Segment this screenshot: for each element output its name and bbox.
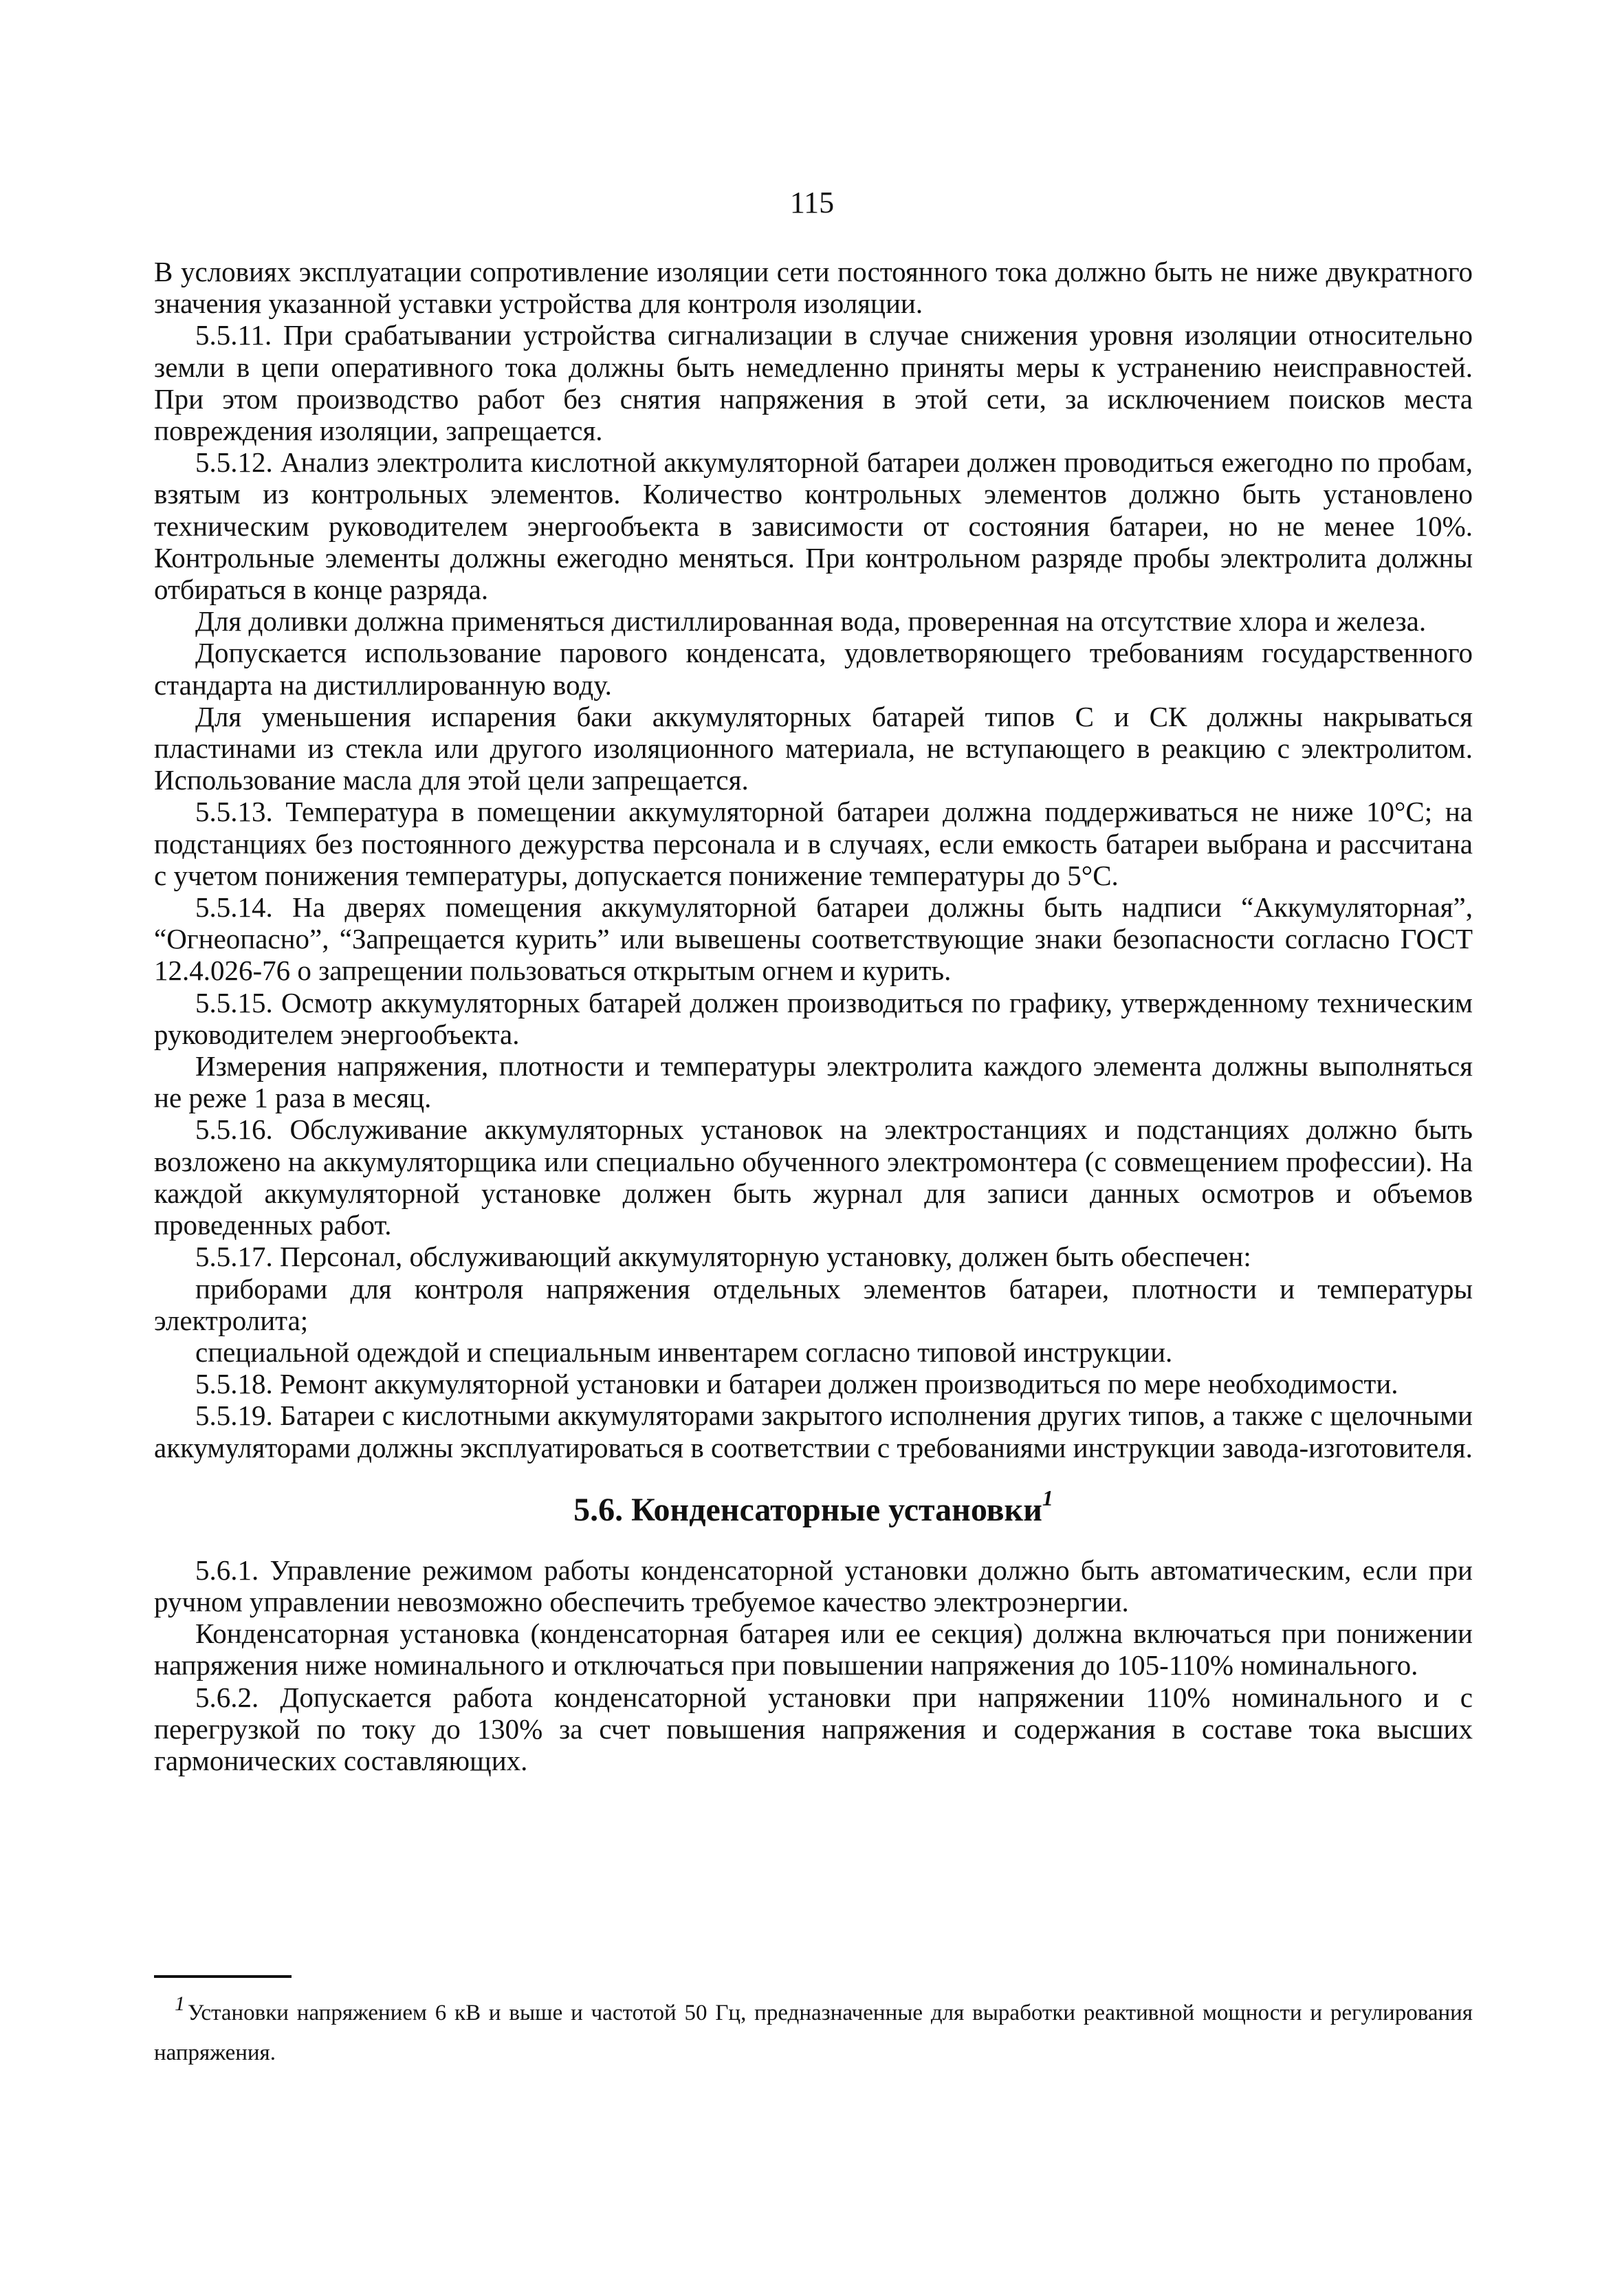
footnote-text: Установки напряжением 6 кВ и выше и частотой 50 Гц, предназначенные для выработки реактивной мощности и регулирования напряжения. (154, 2001, 1473, 2065)
footnote-marker: 1 (175, 1992, 185, 2015)
footnote (154, 1993, 1473, 2073)
page-number: 115 (789, 186, 835, 219)
list-item: специальной одеждой и специальным инвентарем согласно типовой инструкции. (195, 1336, 1173, 1368)
list-item: приборами для контроля напряжения отдельных элементов батареи, плотности и температуры электролита; (154, 1272, 1473, 1336)
paragraph-5-5-15: 5.5.15. Осмотр аккумуляторных батарей должен производиться по графику, утвержденному техническим руководителем энергообъекта. (154, 986, 1473, 1050)
paragraph-5-5-18: 5.5.18. Ремонт аккумуляторной установки и батареи должен производиться по мере необходимости. (195, 1368, 1398, 1400)
section-heading-text: 5.6. Конденсаторные установки (573, 1491, 1042, 1528)
footnote-reference: 1 (1042, 1485, 1053, 1510)
body-text (154, 256, 1473, 1776)
paragraph: В условиях эксплуатации сопротивление изоляции сети постоянного тока должно быть не ниже двукратного значения указанной уставки устройства для контроля изоляции. (154, 256, 1473, 320)
paragraph-5-5-14: 5.5.14. На дверях помещения аккумуляторной батареи должны быть надписи “Аккумуляторная”, “Огнеопасно”, “Запрещается курить” или вывешены соответствующие знаки безопасности согласно ГОСТ 12.4.026-76 о запрещении пользоваться открытым огнем и курить. (154, 891, 1473, 987)
paragraph-5-5-17: 5.5.17. Персонал, обслуживающий аккумуляторную установку, должен быть обеспечен: (195, 1241, 1251, 1273)
paragraph-5-5-11: 5.5.11. При срабатывании устройства сигнализации в случае снижения уровня изоляции относительно земли в цепи оперативного тока должны быть немедленно приняты меры к устранению неисправностей. При этом производство работ без снятия напряжения в этой сети, за исключением поисков места повреждения изоляции, запрещается. (154, 319, 1473, 447)
paragraph-5-5-13: 5.5.13. Температура в помещении аккумуляторной батареи должна поддерживаться не ниже 10°С; на подстанциях без постоянного дежурства персонала и в случаях, если емкость батареи выбрана и рассчитана с учетом понижения температуры, допускается понижение температуры до 5°С. (154, 796, 1473, 891)
paragraph-5-5-16: 5.5.16. Обслуживание аккумуляторных установок на электростанциях и подстанциях должно быть возложено на аккумуляторщика или специально обученного электромонтера (с совмещением профессии). На каждой аккумуляторной установке должен быть журнал для записи данных осмотров и объемов проведенных работ. (154, 1113, 1473, 1241)
paragraph-5-6-2: 5.6.2. Допускается работа конденсаторной установки при напряжении 110% номинального и с перегрузкой по току до 130% за счет повышения напряжения и содержания в составе тока высших гармонических составляющих. (154, 1681, 1473, 1776)
paragraph: Измерения напряжения, плотности и температуры электролита каждого элемента должны выполняться не реже 1 раза в месяц. (154, 1050, 1473, 1114)
footnote-divider (154, 1975, 292, 1978)
paragraph: Допускается использование парового конденсата, удовлетворяющего требованиям государственного стандарта на дистиллированную воду. (154, 637, 1473, 701)
paragraph: Конденсаторная установка (конденсаторная батарея или ее секция) должна включаться при понижении напряжения ниже номинального и отключаться при повышении напряжения до 105-110% номинального. (154, 1618, 1473, 1681)
paragraph: Для уменьшения испарения баки аккумуляторных батарей типов С и СК должны накрываться пластинами из стекла или другого изоляционного материала, не вступающего в реакцию с электролитом. Использование масла для этой цели запрещается. (154, 700, 1473, 796)
paragraph-5-6-1: 5.6.1. Управление режимом работы конденсаторной установки должно быть автоматическим, если при ручном управлении невозможно обеспечить требуемое качество электроэнергии. (154, 1554, 1473, 1618)
section-heading (154, 1485, 1473, 1530)
paragraph: Для доливки должна применяться дистиллированная вода, проверенная на отсутствие хлора и железа. (195, 605, 1427, 638)
paragraph-5-5-12: 5.5.12. Анализ электролита кислотной аккумуляторной батареи должен проводиться ежегодно по пробам, взятым из контрольных элементов. Количество контрольных элементов должно быть установлено техническим руководителем энергообъекта в зависимости от состояния батареи, но не менее 10%. Контрольные элементы должны ежегодно меняться. При контрольном разряде пробы электролита должны отбираться в конце разряда. (154, 446, 1473, 606)
paragraph-5-5-19: 5.5.19. Батареи с кислотными аккумуляторами закрытого исполнения других типов, а также с щелочными аккумуляторами должны эксплуатироваться в соответствии с требованиями инструкции завода-изготовителя. (154, 1400, 1473, 1463)
